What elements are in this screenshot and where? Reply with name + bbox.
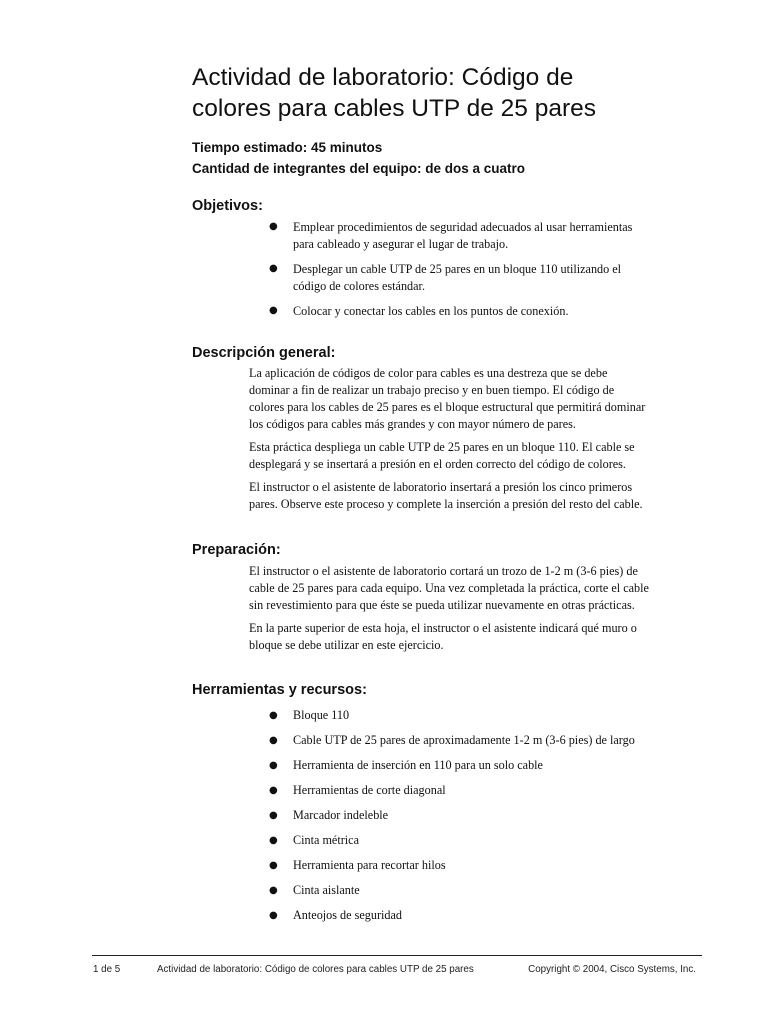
- text-line: En la parte superior de esta hoja, el instructor o el asistente indicará qué muro o: [249, 621, 637, 635]
- bullet-icon: ●: [269, 221, 278, 232]
- tool-item: [268, 753, 708, 778]
- objective-item: [268, 261, 708, 294]
- overview-paragraph: [249, 365, 709, 433]
- tools-list: [268, 703, 708, 928]
- tool-label: Cable UTP de 25 pares de aproximadamente 1-2 m (3-6 pies) de largo: [293, 733, 635, 747]
- tool-label: Cinta aislante: [293, 883, 360, 897]
- bullet-icon: ●: [269, 810, 278, 821]
- tool-label: Cinta métrica: [293, 833, 359, 847]
- bullet-icon: ●: [269, 760, 278, 771]
- text-line: los códigos para cables más grandes y con mayor número de pares.: [249, 417, 576, 431]
- tool-label: Anteojos de seguridad: [293, 908, 402, 922]
- overview-body: [249, 365, 709, 519]
- objective-line: Desplegar un cable UTP de 25 pares en un bloque 110 utilizando el: [293, 262, 622, 276]
- preparation-heading: Preparación:: [192, 542, 281, 558]
- tool-item: [268, 828, 708, 853]
- page-title: [192, 62, 732, 124]
- tools-heading: Herramientas y recursos:: [192, 682, 367, 698]
- tool-item: [268, 778, 708, 803]
- objective-line: Colocar y conectar los cables en los puntos de conexión.: [293, 304, 569, 318]
- text-line: El instructor o el asistente de laboratorio cortará un trozo de 1-2 m (3-6 pies) de: [249, 564, 638, 578]
- bullet-icon: ●: [269, 785, 278, 796]
- bullet-icon: ●: [269, 710, 278, 721]
- objective-item: [268, 219, 708, 252]
- bullet-icon: ●: [269, 735, 278, 746]
- overview-paragraph: [249, 439, 709, 473]
- text-line: pares. Observe este proceso y complete la inserción a presión del resto del cable.: [249, 497, 643, 511]
- text-line: desplegará y se insertará a presión en el orden correcto del código de colores.: [249, 457, 626, 471]
- tool-label: Marcador indeleble: [293, 808, 389, 822]
- tool-item: [268, 803, 708, 828]
- footer-copyright: Copyright © 2004, Cisco Systems, Inc.: [528, 964, 696, 975]
- bullet-icon: ●: [269, 910, 278, 921]
- tool-item: [268, 878, 708, 903]
- objectives-heading: Objetivos:: [192, 198, 263, 214]
- tool-label: Herramienta de inserción en 110 para un solo cable: [293, 758, 543, 772]
- bullet-icon: ●: [269, 835, 278, 846]
- preparation-paragraph: [249, 620, 709, 654]
- title-line-1: Actividad de laboratorio: Código de: [192, 64, 574, 91]
- bullet-icon: ●: [269, 305, 278, 316]
- footer-divider: [92, 955, 702, 956]
- tool-item: [268, 903, 708, 928]
- objective-line: código de colores estándar.: [293, 278, 425, 293]
- preparation-paragraph: [249, 563, 709, 614]
- footer-page-number: 1 de 5: [93, 964, 121, 975]
- estimated-time: Tiempo estimado: 45 minutos: [192, 140, 383, 155]
- tool-label: Bloque 110: [293, 708, 350, 722]
- bullet-icon: ●: [269, 860, 278, 871]
- text-line: La aplicación de códigos de color para cables es una destreza que se debe: [249, 366, 608, 380]
- preparation-body: [249, 563, 709, 660]
- text-line: dominar a fin de realizar un trabajo preciso y en buen tiempo. El código de: [249, 383, 615, 397]
- tool-item: [268, 728, 708, 753]
- overview-paragraph: [249, 479, 709, 513]
- text-line: sin revestimiento para que éste se pueda utilizar nuevamente en otras prácticas.: [249, 598, 635, 612]
- text-line: bloque se debe utilizar en este ejercicio.: [249, 638, 444, 652]
- text-line: El instructor o el asistente de laboratorio insertará a presión los cinco primeros: [249, 480, 633, 494]
- title-line-2: colores para cables UTP de 25 pares: [192, 95, 597, 122]
- text-line: colores para los cables de 25 pares es el bloque estructural que permitirá dominar: [249, 400, 646, 414]
- objective-line: Emplear procedimientos de seguridad adecuados al usar herramientas: [293, 220, 633, 234]
- bullet-icon: ●: [269, 263, 278, 274]
- tool-item: [268, 853, 708, 878]
- text-line: cable de 25 pares para cada equipo. Una vez completada la práctica, corte el cable: [249, 581, 649, 595]
- objective-line: para cableado y asegurar el lugar de trabajo.: [293, 236, 509, 251]
- team-size: Cantidad de integrantes del equipo: de dos a cuatro: [192, 161, 526, 176]
- bullet-icon: ●: [269, 885, 278, 896]
- tool-label: Herramienta para recortar hilos: [293, 858, 446, 872]
- text-line: Esta práctica despliega un cable UTP de 25 pares en un bloque 110. El cable se: [249, 440, 635, 454]
- overview-heading: Descripción general:: [192, 345, 336, 361]
- footer-document-title: Actividad de laboratorio: Código de colores para cables UTP de 25 pares: [157, 964, 474, 975]
- objectives-list: [268, 219, 708, 320]
- tool-label: Herramientas de corte diagonal: [293, 783, 446, 797]
- objective-item: [268, 303, 708, 320]
- tool-item: [268, 703, 708, 728]
